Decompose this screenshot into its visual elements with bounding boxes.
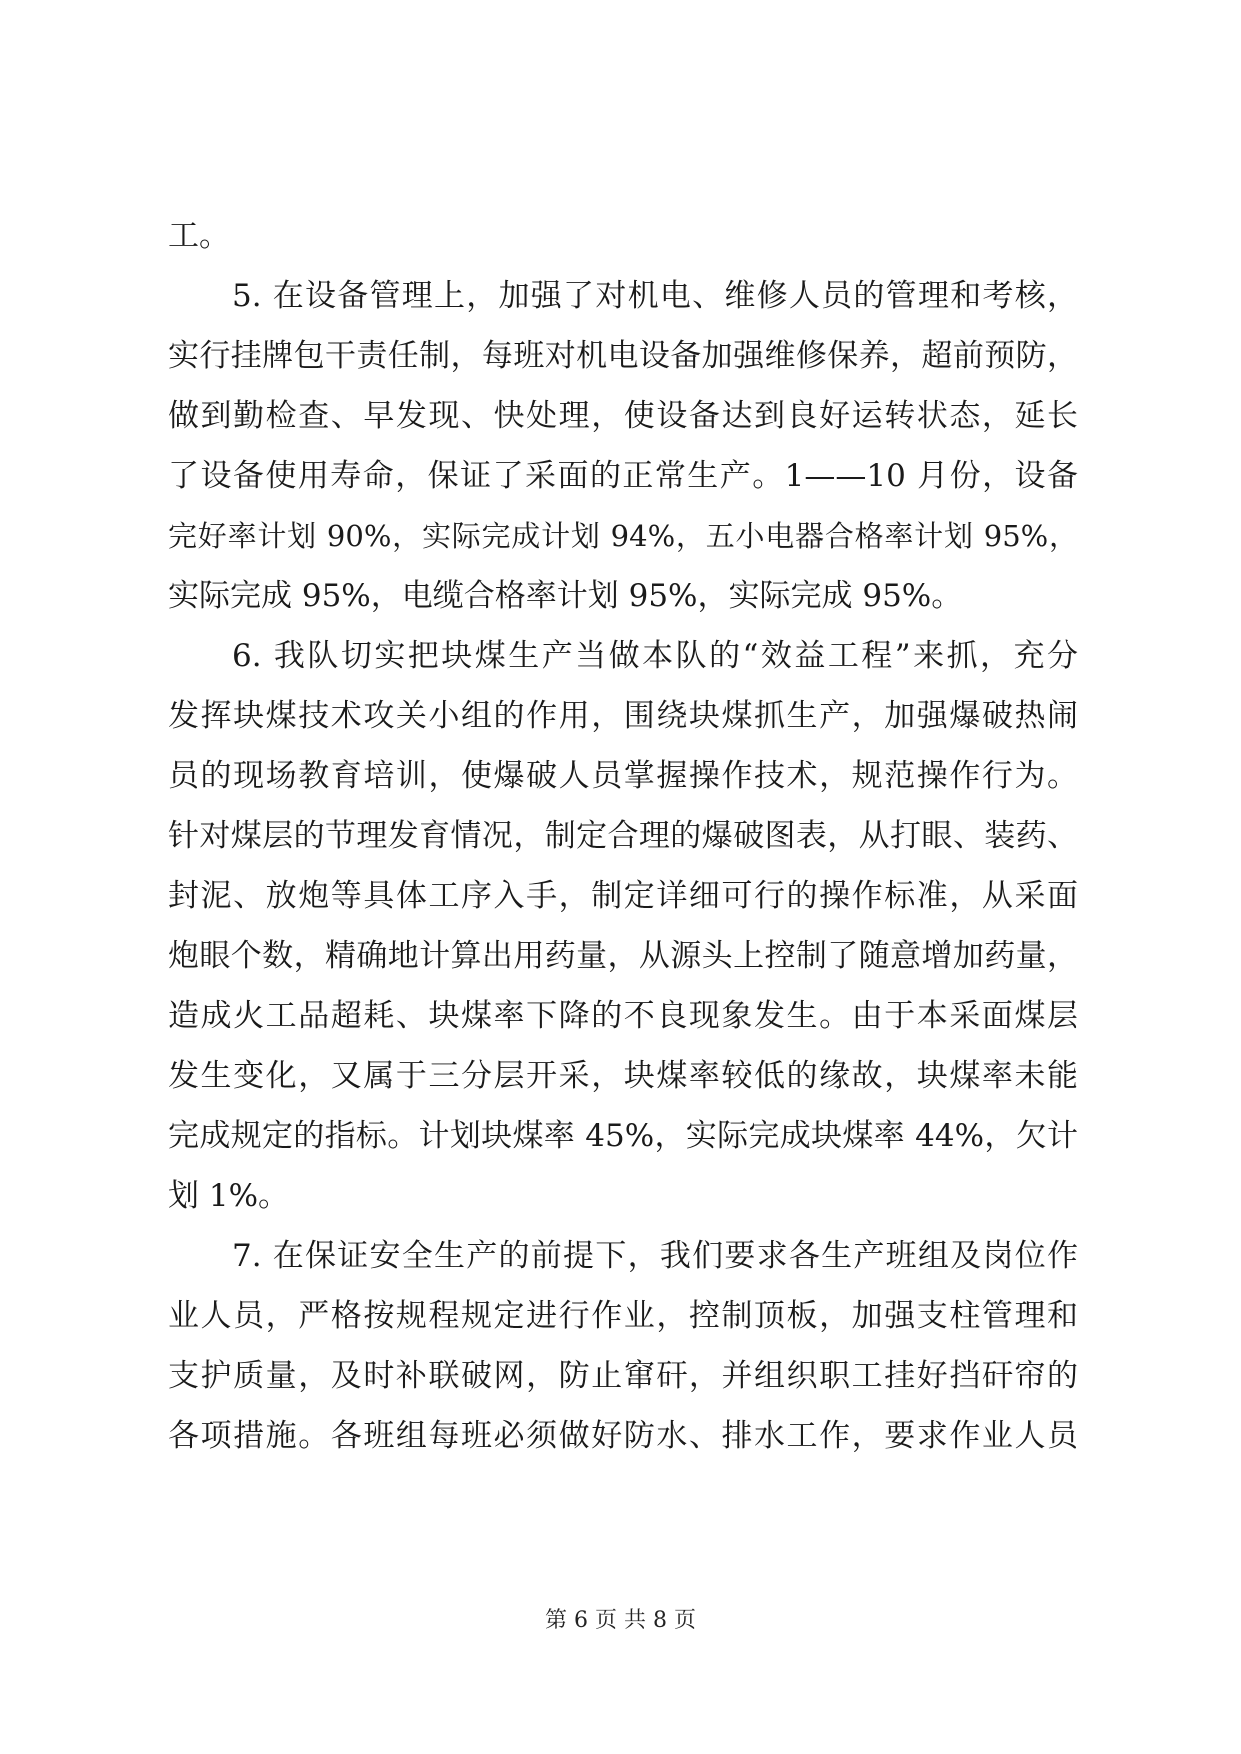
text-line: 造成火工品超耗、块煤率下降的不良现象发生。由于本采面煤层 [168, 998, 1078, 1034]
text-line: 支护质量，及时补联破网，防止窜矸，并组织职工挂好挡矸帘的 [168, 1358, 1078, 1394]
text-line: 业人员，严格按规程规定进行作业，控制顶板，加强支柱管理和 [168, 1298, 1078, 1334]
text-line: 针对煤层的节理发育情况，制定合理的爆破图表，从打眼、装药、 [168, 818, 1078, 854]
text-line: 6. 我队切实把块煤生产当做本队的“效益工程”来抓，充分 [232, 638, 1078, 674]
text-line: 员的现场教育培训，使爆破人员掌握操作技术，规范操作行为。 [168, 758, 1078, 794]
text-line: 各项措施。各班组每班必须做好防水、排水工作，要求作业人员 [168, 1418, 1078, 1454]
text-line: 发生变化，又属于三分层开采，块煤率较低的缘故，块煤率未能 [168, 1058, 1078, 1094]
text-line: 做到勤检查、早发现、快处理，使设备达到良好运转状态，延长 [168, 398, 1078, 434]
text-line: 7. 在保证安全生产的前提下，我们要求各生产班组及岗位作 [232, 1238, 1078, 1274]
text-line: 实行挂牌包干责任制，每班对机电设备加强维修保养，超前预防， [168, 338, 1078, 374]
text-line: 5. 在设备管理上，加强了对机电、维修人员的管理和考核， [232, 278, 1078, 314]
text-line: 了设备使用寿命，保证了采面的正常生产。1——10 月份，设备 [168, 458, 1078, 494]
text-line: 完成规定的指标。计划块煤率 45%，实际完成块煤率 44%，欠计 [168, 1118, 1078, 1154]
text-line: 完好率计划 90%，实际完成计划 94%，五小电器合格率计划 95%， [168, 519, 1078, 553]
text-line: 发挥块煤技术攻关小组的作用，围绕块煤抓生产，加强爆破热闹 [168, 698, 1078, 734]
text-line: 实际完成 95%，电缆合格率计划 95%，实际完成 95%。 [168, 578, 963, 614]
page-footer: 第 6 页 共 8 页 [545, 1608, 696, 1633]
text-line: 封泥、放炮等具体工序入手，制定详细可行的操作标准，从采面 [168, 878, 1078, 914]
text-line: 炮眼个数，精确地计算出用药量，从源头上控制了随意增加药量， [168, 938, 1078, 974]
text-line: 划 1%。 [168, 1178, 290, 1214]
text-line: 工。 [168, 218, 230, 254]
